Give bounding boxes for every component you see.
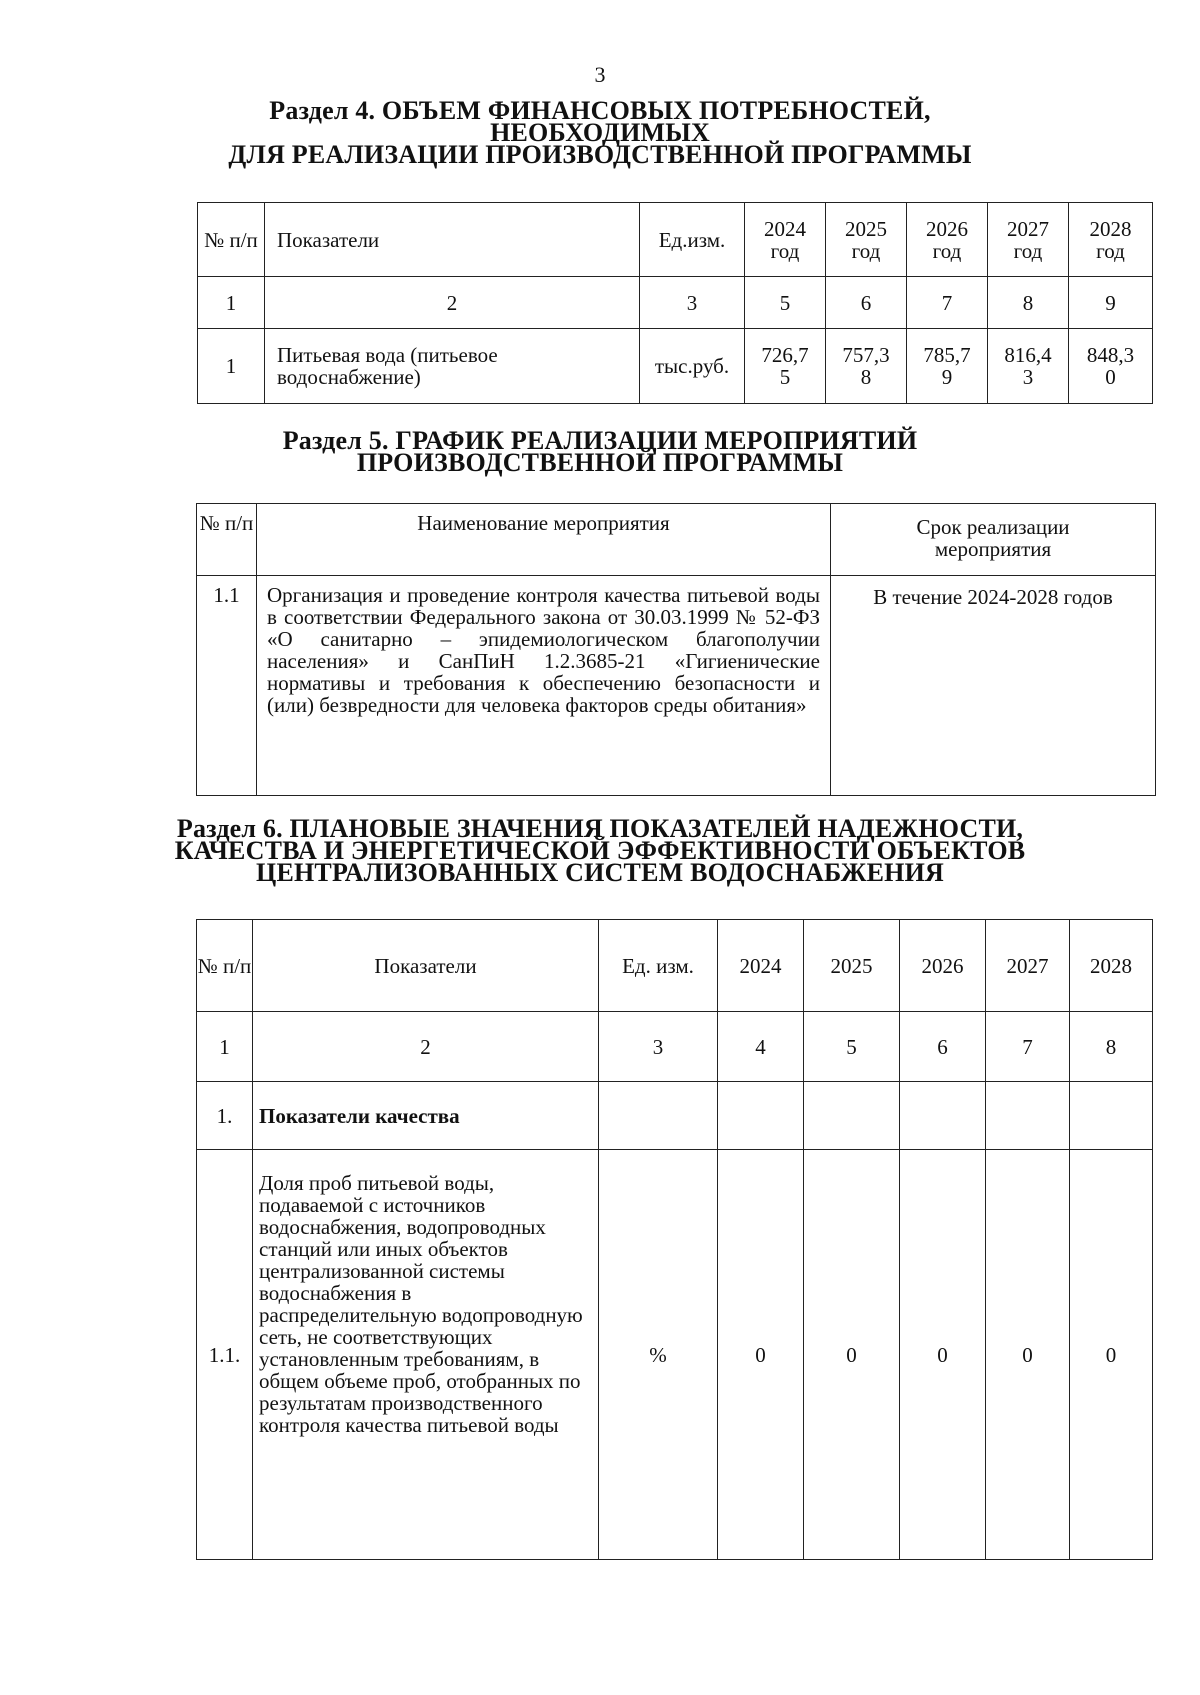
header-year: 2028 год bbox=[1069, 203, 1153, 277]
row-indicator: Доля проб питьевой воды, подаваемой с источников водоснабжения, водопроводных станций или иных объектов централизованной системы водоснабжения в распределительную водопроводную сеть, не соответствующих установленным требованиям, в общем объеме проб, отобранных по результатам производственного контроля качества питьевой воды bbox=[253, 1150, 599, 1560]
header-year: 2027 bbox=[986, 920, 1070, 1012]
section4-title: Раздел 4. ОБЪЕМ ФИНАНСОВЫХ ПОТРЕБНОСТЕЙ, НЕОБХОДИМЫХ ДЛЯ РЕАЛИЗАЦИИ ПРОИЗВОДСТВЕННОЙ ПРОГРАММЫ bbox=[228, 96, 972, 169]
section6-index-row bbox=[197, 1012, 1153, 1082]
table-row bbox=[197, 576, 1156, 796]
section4-table bbox=[197, 202, 1153, 404]
header-year: 2028 bbox=[1070, 920, 1153, 1012]
section4-header-row bbox=[198, 203, 1153, 277]
header-unit: Ед.изм. bbox=[640, 203, 745, 277]
row-term: В течение 2024-2028 годов bbox=[831, 576, 1156, 796]
row-unit: тыс.руб. bbox=[640, 329, 745, 404]
row-indicator: Питьевая вода (питьевое водоснабжение) bbox=[265, 329, 640, 404]
header-year: 2025 bbox=[804, 920, 900, 1012]
index-cell: 7 bbox=[986, 1012, 1070, 1082]
header-year: 2025 год bbox=[826, 203, 907, 277]
section5-header-row bbox=[197, 504, 1156, 576]
index-cell: 7 bbox=[907, 277, 988, 329]
header-num: № п/п bbox=[198, 203, 265, 277]
index-cell: 6 bbox=[826, 277, 907, 329]
index-cell: 1 bbox=[198, 277, 265, 329]
row-value: 0 bbox=[1070, 1150, 1153, 1560]
header-term: Срок реализации мероприятия bbox=[831, 504, 1156, 576]
header-year: 2027 год bbox=[988, 203, 1069, 277]
index-cell: 5 bbox=[804, 1012, 900, 1082]
section4-index-row bbox=[198, 277, 1153, 329]
row-unit: % bbox=[599, 1150, 718, 1560]
index-cell: 3 bbox=[640, 277, 745, 329]
row-value: 785,7 9 bbox=[907, 329, 988, 404]
header-indicator: Показатели bbox=[253, 920, 599, 1012]
row-value: 726,7 5 bbox=[745, 329, 826, 404]
page-number: 3 bbox=[594, 62, 606, 87]
header-name: Наименование мероприятия bbox=[257, 504, 831, 576]
section6-table bbox=[196, 919, 1153, 1560]
section6-header-row bbox=[197, 920, 1153, 1012]
index-cell: 2 bbox=[265, 277, 640, 329]
header-indicator: Показатели bbox=[265, 203, 640, 277]
row-num: 1.1 bbox=[197, 576, 257, 796]
row-value: 0 bbox=[804, 1150, 900, 1560]
index-cell: 9 bbox=[1069, 277, 1153, 329]
section5-table bbox=[196, 503, 1156, 796]
index-cell: 3 bbox=[599, 1012, 718, 1082]
index-cell: 8 bbox=[1070, 1012, 1153, 1082]
header-year: 2026 bbox=[900, 920, 986, 1012]
index-cell: 2 bbox=[253, 1012, 599, 1082]
row-num: 1 bbox=[198, 329, 265, 404]
row-value: 757,3 8 bbox=[826, 329, 907, 404]
section5-title: Раздел 5. ГРАФИК РЕАЛИЗАЦИИ МЕРОПРИЯТИЙ ПРОИЗВОДСТВЕННОЙ ПРОГРАММЫ bbox=[282, 426, 918, 477]
row-num: 1.1. bbox=[197, 1150, 253, 1560]
row-value: 0 bbox=[986, 1150, 1070, 1560]
header-num: № п/п bbox=[197, 504, 257, 576]
row-value: 0 bbox=[900, 1150, 986, 1560]
header-year: 2024 год bbox=[745, 203, 826, 277]
index-cell: 8 bbox=[988, 277, 1069, 329]
section6-title: Раздел 6. ПЛАНОВЫЕ ЗНАЧЕНИЯ ПОКАЗАТЕЛЕЙ НАДЕЖНОСТИ, КАЧЕСТВА И ЭНЕРГЕТИЧЕСКОЙ ЭФФЕКТИВНОСТИ ОБЪЕКТОВ ЦЕНТРАЛИЗОВАННЫХ СИСТЕМ ВОДОСНАБЖЕНИЯ bbox=[174, 814, 1026, 887]
index-cell: 6 bbox=[900, 1012, 986, 1082]
group-num: 1. bbox=[197, 1082, 253, 1150]
header-unit: Ед. изм. bbox=[599, 920, 718, 1012]
group-row bbox=[197, 1082, 1153, 1150]
row-name: Организация и проведение контроля качества питьевой воды в соответствии Федерального закона от 30.03.1999 № 52-ФЗ «О санитарно – эпидемиологическом благополучии населения» и СанПиН 1.2.3685-21 «Гигиенические нормативы и требования к обеспечению безопасности и (или) безвредности для человека факторов среды обитания» bbox=[257, 576, 831, 796]
index-cell: 4 bbox=[718, 1012, 804, 1082]
row-value: 0 bbox=[718, 1150, 804, 1560]
header-year: 2024 bbox=[718, 920, 804, 1012]
table-row bbox=[197, 1150, 1153, 1560]
group-title: Показатели качества bbox=[253, 1082, 599, 1150]
index-cell: 5 bbox=[745, 277, 826, 329]
row-value: 816,4 3 bbox=[988, 329, 1069, 404]
header-num: № п/п bbox=[197, 920, 253, 1012]
table-row bbox=[198, 329, 1153, 404]
index-cell: 1 bbox=[197, 1012, 253, 1082]
row-value: 848,3 0 bbox=[1069, 329, 1153, 404]
header-year: 2026 год bbox=[907, 203, 988, 277]
